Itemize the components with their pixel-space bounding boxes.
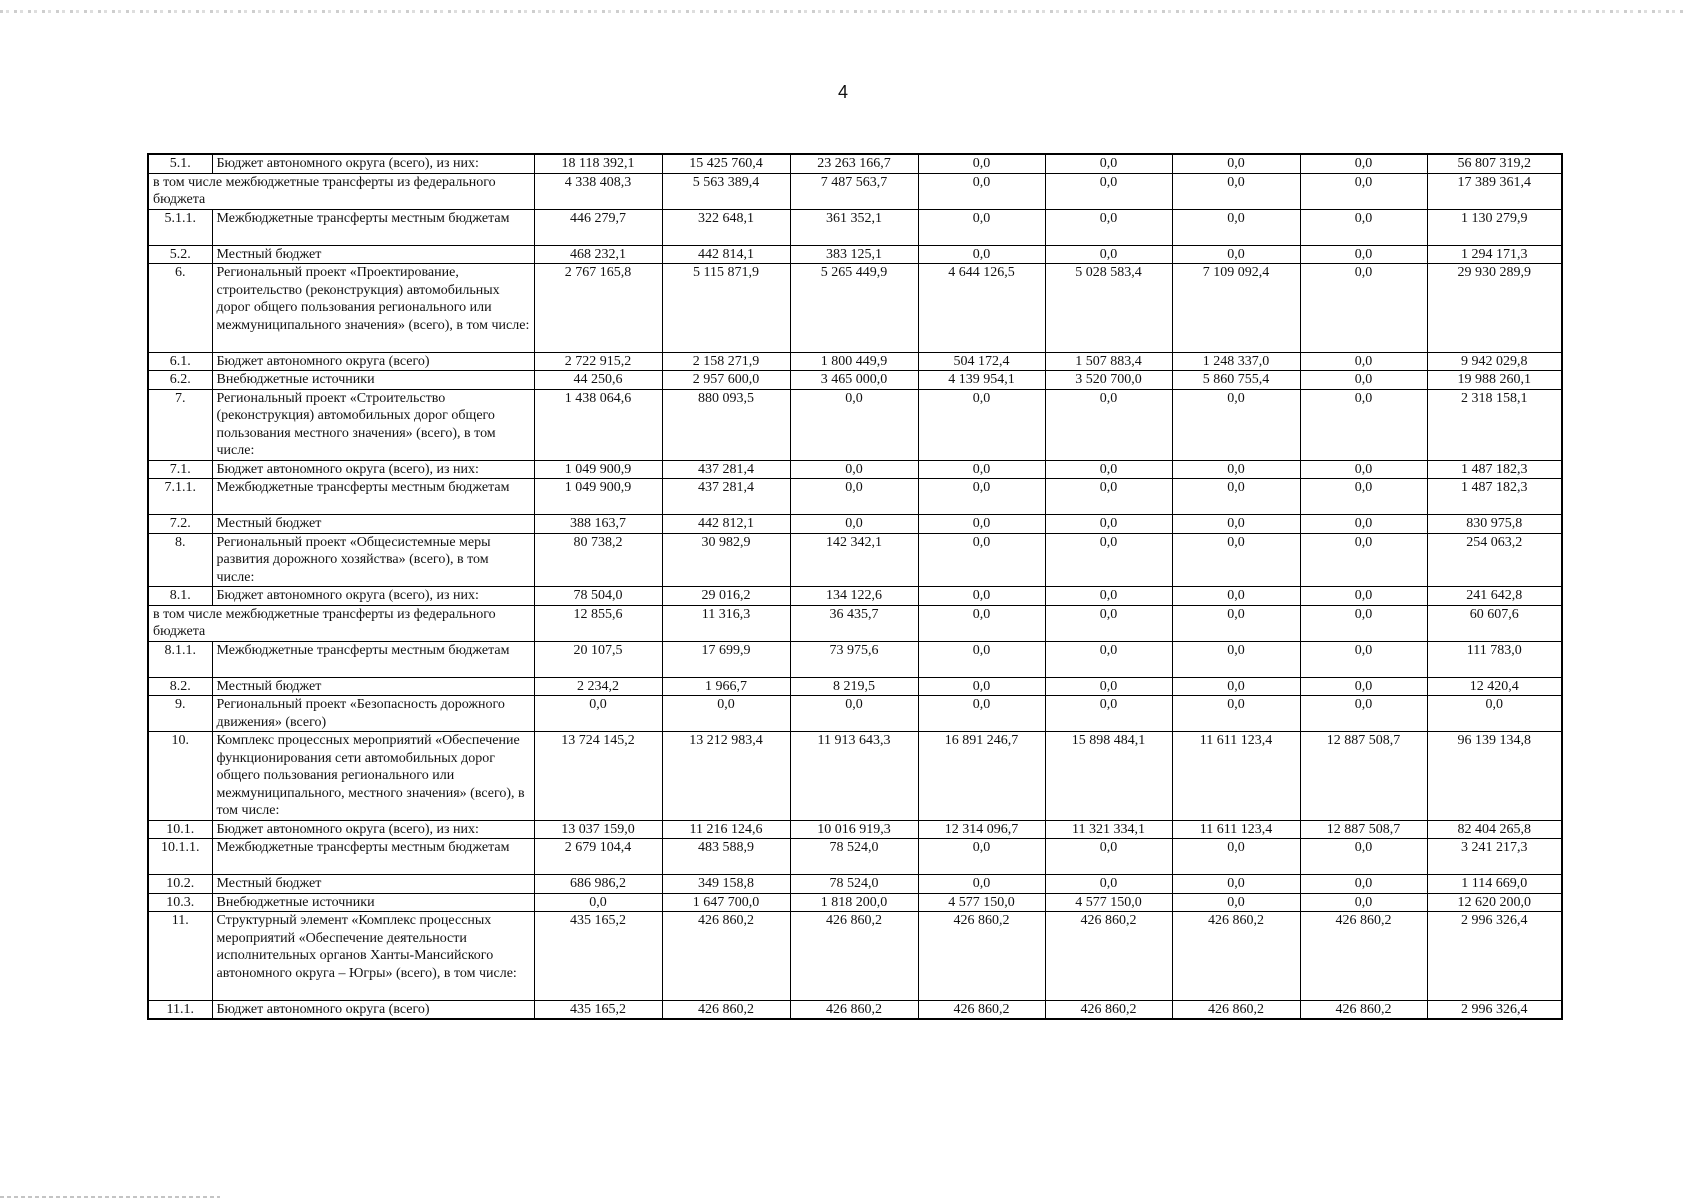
row-value: 426 860,2 bbox=[1172, 912, 1300, 1001]
table-row bbox=[148, 839, 1562, 875]
row-value: 0,0 bbox=[1300, 587, 1427, 606]
row-code: 8.1.1. bbox=[148, 641, 212, 677]
row-caption: в том числе межбюджетные трансферты из федерального бюджета bbox=[148, 605, 534, 641]
row-value: 435 165,2 bbox=[534, 912, 662, 1001]
table-row bbox=[148, 875, 1562, 894]
table-row bbox=[148, 641, 1562, 677]
row-name: Межбюджетные трансферты местным бюджетам bbox=[212, 641, 534, 677]
row-value: 0,0 bbox=[1172, 605, 1300, 641]
row-value: 2 158 271,9 bbox=[662, 352, 790, 371]
row-value: 0,0 bbox=[1300, 371, 1427, 390]
row-value: 0,0 bbox=[918, 479, 1045, 515]
row-value: 0,0 bbox=[918, 209, 1045, 245]
row-value: 0,0 bbox=[918, 875, 1045, 894]
row-value: 437 281,4 bbox=[662, 460, 790, 479]
row-code: 11. bbox=[148, 912, 212, 1001]
row-value: 0,0 bbox=[1045, 605, 1172, 641]
row-total: 12 620 200,0 bbox=[1427, 893, 1562, 912]
row-value: 0,0 bbox=[918, 839, 1045, 875]
row-total: 1 130 279,9 bbox=[1427, 209, 1562, 245]
row-caption: в том числе межбюджетные трансферты из федерального бюджета bbox=[148, 173, 534, 209]
table-row bbox=[148, 587, 1562, 606]
row-value: 30 982,9 bbox=[662, 533, 790, 587]
row-value: 0,0 bbox=[1172, 677, 1300, 696]
table-row bbox=[148, 1000, 1562, 1019]
row-value: 426 860,2 bbox=[1045, 912, 1172, 1001]
row-value: 17 699,9 bbox=[662, 641, 790, 677]
row-value: 0,0 bbox=[1300, 875, 1427, 894]
row-value: 0,0 bbox=[1172, 893, 1300, 912]
row-value: 78 524,0 bbox=[790, 875, 918, 894]
row-total: 0,0 bbox=[1427, 696, 1562, 732]
row-value: 1 049 900,9 bbox=[534, 479, 662, 515]
row-value: 349 158,8 bbox=[662, 875, 790, 894]
row-value: 322 648,1 bbox=[662, 209, 790, 245]
budget-table bbox=[147, 153, 1563, 1020]
row-value: 0,0 bbox=[1300, 515, 1427, 534]
row-name: Бюджет автономного округа (всего) bbox=[212, 1000, 534, 1019]
row-value: 4 644 126,5 bbox=[918, 264, 1045, 353]
table-row bbox=[148, 515, 1562, 534]
row-value: 0,0 bbox=[918, 533, 1045, 587]
row-value: 11 611 123,4 bbox=[1172, 732, 1300, 821]
row-value: 20 107,5 bbox=[534, 641, 662, 677]
row-value: 11 321 334,1 bbox=[1045, 820, 1172, 839]
table-row bbox=[148, 245, 1562, 264]
table-row bbox=[148, 352, 1562, 371]
row-value: 2 722 915,2 bbox=[534, 352, 662, 371]
table-row bbox=[148, 732, 1562, 821]
row-value: 468 232,1 bbox=[534, 245, 662, 264]
row-value: 0,0 bbox=[1172, 209, 1300, 245]
row-total: 3 241 217,3 bbox=[1427, 839, 1562, 875]
row-total: 1 294 171,3 bbox=[1427, 245, 1562, 264]
row-value: 0,0 bbox=[1300, 389, 1427, 460]
row-value: 36 435,7 bbox=[790, 605, 918, 641]
row-total: 9 942 029,8 bbox=[1427, 352, 1562, 371]
row-value: 0,0 bbox=[534, 696, 662, 732]
row-name: Комплекс процессных мероприятий «Обеспечение функционирования сети автомобильных дорог общего пользования регионального или межмуниципального, местного значения» (всего), в том числе: bbox=[212, 732, 534, 821]
row-name: Региональный проект «Общесистемные меры развития дорожного хозяйства» (всего), в том числе: bbox=[212, 533, 534, 587]
row-value: 0,0 bbox=[918, 641, 1045, 677]
row-name: Бюджет автономного округа (всего), из них: bbox=[212, 587, 534, 606]
row-value: 0,0 bbox=[918, 173, 1045, 209]
row-value: 0,0 bbox=[1300, 154, 1427, 173]
page-number: 4 bbox=[837, 82, 848, 102]
row-value: 134 122,6 bbox=[790, 587, 918, 606]
row-value: 0,0 bbox=[1300, 605, 1427, 641]
row-value: 880 093,5 bbox=[662, 389, 790, 460]
row-name: Местный бюджет bbox=[212, 245, 534, 264]
row-value: 78 524,0 bbox=[790, 839, 918, 875]
row-value: 12 887 508,7 bbox=[1300, 732, 1427, 821]
row-value: 4 577 150,0 bbox=[918, 893, 1045, 912]
row-total: 12 420,4 bbox=[1427, 677, 1562, 696]
row-value: 3 465 000,0 bbox=[790, 371, 918, 390]
row-value: 23 263 166,7 bbox=[790, 154, 918, 173]
row-value: 1 507 883,4 bbox=[1045, 352, 1172, 371]
row-name: Бюджет автономного округа (всего) bbox=[212, 352, 534, 371]
row-total: 17 389 361,4 bbox=[1427, 173, 1562, 209]
row-value: 0,0 bbox=[1172, 839, 1300, 875]
row-name: Внебюджетные источники bbox=[212, 371, 534, 390]
table-row bbox=[148, 264, 1562, 353]
table-row bbox=[148, 154, 1562, 173]
row-value: 0,0 bbox=[534, 893, 662, 912]
row-total: 254 063,2 bbox=[1427, 533, 1562, 587]
row-value: 1 049 900,9 bbox=[534, 460, 662, 479]
row-total: 1 487 182,3 bbox=[1427, 460, 1562, 479]
row-value: 426 860,2 bbox=[790, 1000, 918, 1019]
row-code: 10.1. bbox=[148, 820, 212, 839]
table-row bbox=[148, 605, 1562, 641]
row-value: 426 860,2 bbox=[918, 1000, 1045, 1019]
row-value: 13 724 145,2 bbox=[534, 732, 662, 821]
row-value: 388 163,7 bbox=[534, 515, 662, 534]
row-name: Структурный элемент «Комплекс процессных мероприятий «Обеспечение деятельности исполнительных органов Ханты-Мансийского автономного округа – Югры» (всего), в том числе: bbox=[212, 912, 534, 1001]
row-name: Местный бюджет bbox=[212, 875, 534, 894]
row-value: 0,0 bbox=[790, 479, 918, 515]
table-row bbox=[148, 371, 1562, 390]
row-value: 0,0 bbox=[918, 605, 1045, 641]
row-value: 1 438 064,6 bbox=[534, 389, 662, 460]
row-value: 2 234,2 bbox=[534, 677, 662, 696]
row-value: 16 891 246,7 bbox=[918, 732, 1045, 821]
row-value: 383 125,1 bbox=[790, 245, 918, 264]
row-code: 8. bbox=[148, 533, 212, 587]
row-value: 0,0 bbox=[1045, 839, 1172, 875]
scan-noise-bottom bbox=[0, 1196, 220, 1198]
row-code: 10. bbox=[148, 732, 212, 821]
row-value: 0,0 bbox=[1300, 533, 1427, 587]
row-value: 426 860,2 bbox=[1300, 1000, 1427, 1019]
row-value: 0,0 bbox=[1300, 893, 1427, 912]
row-value: 13 212 983,4 bbox=[662, 732, 790, 821]
row-value: 0,0 bbox=[1300, 209, 1427, 245]
table-row bbox=[148, 533, 1562, 587]
row-value: 0,0 bbox=[918, 587, 1045, 606]
row-value: 8 219,5 bbox=[790, 677, 918, 696]
row-value: 11 913 643,3 bbox=[790, 732, 918, 821]
row-value: 435 165,2 bbox=[534, 1000, 662, 1019]
row-value: 0,0 bbox=[1045, 460, 1172, 479]
row-name: Региональный проект «Строительство (реконструкция) автомобильных дорог общего пользования местного значения» (всего), в том числе: bbox=[212, 389, 534, 460]
table-row bbox=[148, 820, 1562, 839]
row-value: 0,0 bbox=[1300, 352, 1427, 371]
row-value: 142 342,1 bbox=[790, 533, 918, 587]
row-value: 0,0 bbox=[1045, 154, 1172, 173]
row-total: 2 318 158,1 bbox=[1427, 389, 1562, 460]
row-value: 29 016,2 bbox=[662, 587, 790, 606]
row-value: 80 738,2 bbox=[534, 533, 662, 587]
row-code: 8.2. bbox=[148, 677, 212, 696]
row-total: 56 807 319,2 bbox=[1427, 154, 1562, 173]
row-value: 686 986,2 bbox=[534, 875, 662, 894]
row-total: 1 487 182,3 bbox=[1427, 479, 1562, 515]
row-value: 426 860,2 bbox=[662, 912, 790, 1001]
row-value: 1 647 700,0 bbox=[662, 893, 790, 912]
table-row bbox=[148, 173, 1562, 209]
table-row bbox=[148, 677, 1562, 696]
row-total: 111 783,0 bbox=[1427, 641, 1562, 677]
row-value: 7 109 092,4 bbox=[1172, 264, 1300, 353]
table-row bbox=[148, 460, 1562, 479]
row-code: 11.1. bbox=[148, 1000, 212, 1019]
row-value: 5 028 583,4 bbox=[1045, 264, 1172, 353]
row-name: Региональный проект «Проектирование, строительство (реконструкция) автомобильных дорог общего пользования регионального или межмуниципального значения» (всего), в том числе: bbox=[212, 264, 534, 353]
row-value: 11 611 123,4 bbox=[1172, 820, 1300, 839]
row-value: 15 898 484,1 bbox=[1045, 732, 1172, 821]
row-name: Местный бюджет bbox=[212, 677, 534, 696]
budget-table-body bbox=[148, 154, 1562, 1019]
row-value: 0,0 bbox=[1045, 479, 1172, 515]
row-value: 5 265 449,9 bbox=[790, 264, 918, 353]
row-value: 442 812,1 bbox=[662, 515, 790, 534]
row-value: 11 316,3 bbox=[662, 605, 790, 641]
row-value: 426 860,2 bbox=[918, 912, 1045, 1001]
row-name: Бюджет автономного округа (всего), из них: bbox=[212, 460, 534, 479]
row-value: 0,0 bbox=[1300, 641, 1427, 677]
row-value: 0,0 bbox=[918, 245, 1045, 264]
row-value: 0,0 bbox=[1045, 173, 1172, 209]
row-value: 0,0 bbox=[918, 460, 1045, 479]
row-value: 0,0 bbox=[1172, 479, 1300, 515]
row-value: 5 860 755,4 bbox=[1172, 371, 1300, 390]
row-value: 7 487 563,7 bbox=[790, 173, 918, 209]
row-value: 12 887 508,7 bbox=[1300, 820, 1427, 839]
row-code: 6.1. bbox=[148, 352, 212, 371]
row-value: 483 588,9 bbox=[662, 839, 790, 875]
row-value: 426 860,2 bbox=[1172, 1000, 1300, 1019]
row-value: 0,0 bbox=[1300, 173, 1427, 209]
row-code: 7.2. bbox=[148, 515, 212, 534]
row-value: 15 425 760,4 bbox=[662, 154, 790, 173]
row-total: 60 607,6 bbox=[1427, 605, 1562, 641]
row-value: 0,0 bbox=[790, 696, 918, 732]
row-name: Межбюджетные трансферты местным бюджетам bbox=[212, 209, 534, 245]
row-value: 0,0 bbox=[918, 154, 1045, 173]
row-value: 1 248 337,0 bbox=[1172, 352, 1300, 371]
row-value: 0,0 bbox=[1172, 389, 1300, 460]
row-value: 0,0 bbox=[1172, 154, 1300, 173]
row-value: 13 037 159,0 bbox=[534, 820, 662, 839]
row-value: 0,0 bbox=[1045, 587, 1172, 606]
row-total: 830 975,8 bbox=[1427, 515, 1562, 534]
row-code: 10.3. bbox=[148, 893, 212, 912]
row-value: 0,0 bbox=[1045, 641, 1172, 677]
row-value: 12 314 096,7 bbox=[918, 820, 1045, 839]
row-name: Межбюджетные трансферты местным бюджетам bbox=[212, 479, 534, 515]
row-value: 0,0 bbox=[1045, 515, 1172, 534]
table-row bbox=[148, 479, 1562, 515]
row-value: 11 216 124,6 bbox=[662, 820, 790, 839]
row-value: 426 860,2 bbox=[1045, 1000, 1172, 1019]
row-name: Бюджет автономного округа (всего), из них: bbox=[212, 820, 534, 839]
row-name: Бюджет автономного округа (всего), из них: bbox=[212, 154, 534, 173]
row-total: 19 988 260,1 bbox=[1427, 371, 1562, 390]
row-value: 78 504,0 bbox=[534, 587, 662, 606]
row-value: 1 818 200,0 bbox=[790, 893, 918, 912]
row-value: 0,0 bbox=[1172, 245, 1300, 264]
row-value: 0,0 bbox=[1045, 677, 1172, 696]
row-total: 2 996 326,4 bbox=[1427, 912, 1562, 1001]
row-code: 9. bbox=[148, 696, 212, 732]
row-value: 10 016 919,3 bbox=[790, 820, 918, 839]
row-value: 446 279,7 bbox=[534, 209, 662, 245]
row-value: 2 767 165,8 bbox=[534, 264, 662, 353]
row-total: 82 404 265,8 bbox=[1427, 820, 1562, 839]
row-value: 361 352,1 bbox=[790, 209, 918, 245]
row-total: 1 114 669,0 bbox=[1427, 875, 1562, 894]
row-code: 10.2. bbox=[148, 875, 212, 894]
row-value: 0,0 bbox=[1172, 587, 1300, 606]
row-value: 426 860,2 bbox=[1300, 912, 1427, 1001]
row-value: 0,0 bbox=[1300, 839, 1427, 875]
row-value: 426 860,2 bbox=[790, 912, 918, 1001]
row-value: 0,0 bbox=[790, 460, 918, 479]
row-code: 7. bbox=[148, 389, 212, 460]
row-value: 426 860,2 bbox=[662, 1000, 790, 1019]
row-value: 0,0 bbox=[1172, 641, 1300, 677]
row-value: 0,0 bbox=[662, 696, 790, 732]
row-name: Внебюджетные источники bbox=[212, 893, 534, 912]
row-total: 29 930 289,9 bbox=[1427, 264, 1562, 353]
row-code: 7.1. bbox=[148, 460, 212, 479]
row-value: 73 975,6 bbox=[790, 641, 918, 677]
row-value: 0,0 bbox=[918, 515, 1045, 534]
table-row bbox=[148, 389, 1562, 460]
row-value: 437 281,4 bbox=[662, 479, 790, 515]
table-row bbox=[148, 893, 1562, 912]
row-value: 2 957 600,0 bbox=[662, 371, 790, 390]
row-value: 2 679 104,4 bbox=[534, 839, 662, 875]
row-code: 6. bbox=[148, 264, 212, 353]
row-value: 0,0 bbox=[1172, 533, 1300, 587]
row-total: 96 139 134,8 bbox=[1427, 732, 1562, 821]
row-value: 0,0 bbox=[918, 677, 1045, 696]
row-value: 0,0 bbox=[1045, 533, 1172, 587]
row-code: 5.2. bbox=[148, 245, 212, 264]
row-value: 0,0 bbox=[1045, 875, 1172, 894]
row-name: Региональный проект «Безопасность дорожного движения» (всего) bbox=[212, 696, 534, 732]
row-name: Местный бюджет bbox=[212, 515, 534, 534]
row-value: 1 800 449,9 bbox=[790, 352, 918, 371]
row-value: 0,0 bbox=[918, 696, 1045, 732]
row-value: 0,0 bbox=[790, 515, 918, 534]
row-code: 5.1. bbox=[148, 154, 212, 173]
row-value: 4 338 408,3 bbox=[534, 173, 662, 209]
row-value: 3 520 700,0 bbox=[1045, 371, 1172, 390]
row-value: 0,0 bbox=[918, 389, 1045, 460]
row-value: 5 115 871,9 bbox=[662, 264, 790, 353]
row-value: 18 118 392,1 bbox=[534, 154, 662, 173]
row-value: 0,0 bbox=[1045, 389, 1172, 460]
row-value: 0,0 bbox=[1172, 460, 1300, 479]
row-code: 10.1.1. bbox=[148, 839, 212, 875]
row-value: 4 139 954,1 bbox=[918, 371, 1045, 390]
row-total: 241 642,8 bbox=[1427, 587, 1562, 606]
row-value: 0,0 bbox=[1172, 875, 1300, 894]
table-row bbox=[148, 696, 1562, 732]
row-value: 0,0 bbox=[1300, 696, 1427, 732]
row-code: 8.1. bbox=[148, 587, 212, 606]
row-value: 442 814,1 bbox=[662, 245, 790, 264]
row-value: 1 966,7 bbox=[662, 677, 790, 696]
row-value: 4 577 150,0 bbox=[1045, 893, 1172, 912]
row-code: 6.2. bbox=[148, 371, 212, 390]
row-value: 0,0 bbox=[1172, 515, 1300, 534]
row-value: 0,0 bbox=[1172, 696, 1300, 732]
table-row bbox=[148, 912, 1562, 1001]
row-value: 0,0 bbox=[1045, 245, 1172, 264]
row-code: 7.1.1. bbox=[148, 479, 212, 515]
table-row bbox=[148, 209, 1562, 245]
row-value: 0,0 bbox=[1045, 209, 1172, 245]
row-value: 0,0 bbox=[1172, 173, 1300, 209]
row-value: 5 563 389,4 bbox=[662, 173, 790, 209]
row-value: 0,0 bbox=[1300, 479, 1427, 515]
row-value: 0,0 bbox=[1045, 696, 1172, 732]
row-value: 0,0 bbox=[790, 389, 918, 460]
row-total: 2 996 326,4 bbox=[1427, 1000, 1562, 1019]
scan-noise-top bbox=[0, 10, 1686, 13]
row-value: 0,0 bbox=[1300, 460, 1427, 479]
row-value: 0,0 bbox=[1300, 677, 1427, 696]
row-value: 504 172,4 bbox=[918, 352, 1045, 371]
row-name: Межбюджетные трансферты местным бюджетам bbox=[212, 839, 534, 875]
row-value: 44 250,6 bbox=[534, 371, 662, 390]
row-code: 5.1.1. bbox=[148, 209, 212, 245]
row-value: 0,0 bbox=[1300, 264, 1427, 353]
row-value: 12 855,6 bbox=[534, 605, 662, 641]
row-value: 0,0 bbox=[1300, 245, 1427, 264]
